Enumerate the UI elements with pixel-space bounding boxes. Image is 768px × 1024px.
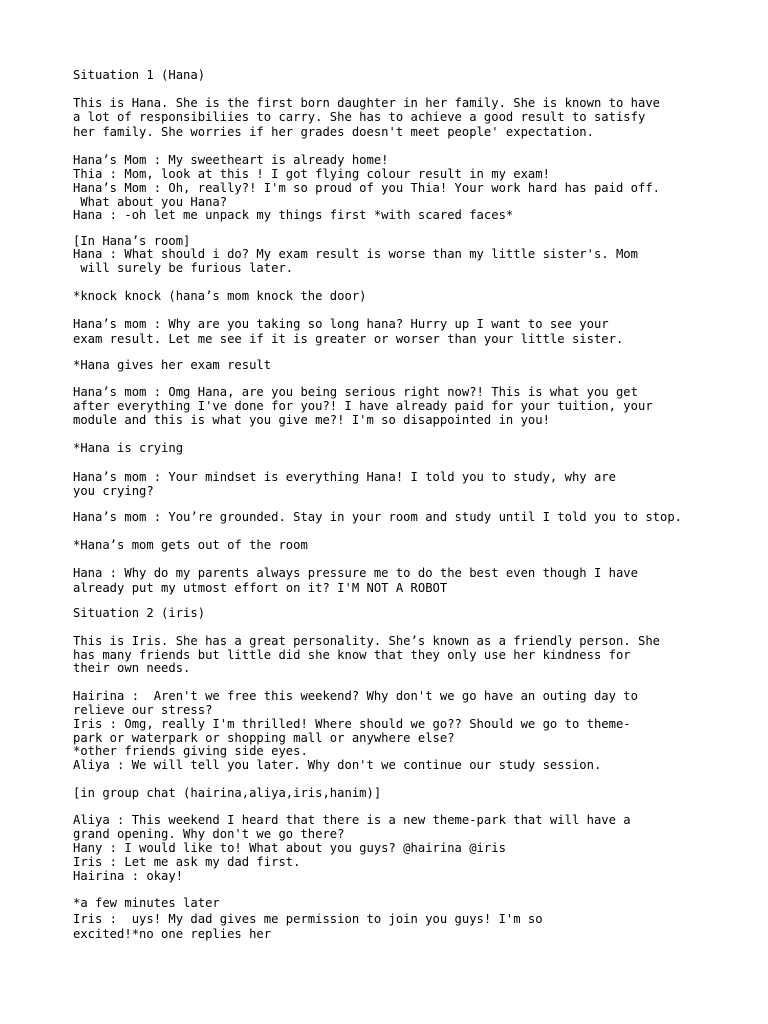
stage-direction: *Hana’s mom gets out of the room [73, 538, 308, 552]
stage-direction: *knock knock (hana’s mom knock the door) [73, 289, 367, 303]
dialogue-line: excited!*no one replies her [73, 927, 272, 941]
scene-label: [in group chat (hairina,aliya,iris,hanim)] [73, 786, 382, 800]
dialogue-line: Hana : What should i do? My exam result is worse than my little sister's. Mom [73, 247, 638, 261]
dialogue-line: Iris : uys! My dad gives me permission to join you guys! I'm so [73, 912, 543, 926]
dialogue-line: Hany : I would like to! What about you guys? @hairina @iris [73, 841, 506, 855]
dialogue-line: park or waterpark or shopping mall or anywhere else? [73, 731, 455, 745]
dialogue-line: already put my utmost effort on it? I'M NOT A ROBOT [73, 581, 448, 595]
dialogue-line: Hana’s Mom : Oh, really?! I'm so proud of you Thia! Your work hard has paid off. [73, 181, 660, 195]
dialogue-line: Hairina : Aren't we free this weekend? Why don't we go have an outing day to [73, 689, 638, 703]
dialogue-line: Hana’s mom : Why are you taking so long hana? Hurry up I want to see your [73, 317, 609, 331]
dialogue-line: Hana’s Mom : My sweetheart is already home! [73, 153, 389, 167]
dialogue-line: Aliya : We will tell you later. Why don't we continue our study session. [73, 758, 602, 772]
dialogue-line: relieve our stress? [73, 703, 213, 717]
paragraph-line: her family. She worries if her grades doesn't meet people' expectation. [73, 125, 594, 139]
dialogue-line: Hairina : okay! [73, 869, 184, 883]
dialogue-line: Aliya : This weekend I heard that there is a new theme-park that will have a [73, 813, 631, 827]
dialogue-line: Hana’s mom : Your mindset is everything Hana! I told you to study, why are [73, 470, 616, 484]
paragraph-line: This is Hana. She is the first born daughter in her family. She is known to have [73, 96, 660, 110]
stage-direction: *Hana is crying [73, 441, 184, 455]
dialogue-line: Iris : Omg, really I'm thrilled! Where should we go?? Should we go to theme- [73, 717, 631, 731]
paragraph-line: a lot of responsibiliies to carry. She has to achieve a good result to satisfy [73, 110, 646, 124]
dialogue-line: exam result. Let me see if it is greater or worser than your little sister. [73, 332, 624, 346]
stage-direction: *Hana gives her exam result [73, 358, 272, 372]
paragraph-line: This is Iris. She has a great personality. She’s known as a friendly person. She [73, 634, 660, 648]
dialogue-line: Thia : Mom, look at this ! I got flying colour result in my exam! [73, 167, 550, 181]
dialogue-line: after everything I've done for you?! I have already paid for your tuition, your [73, 399, 653, 413]
dialogue-line: you crying? [73, 484, 154, 498]
dialogue-line: Hana : Why do my parents always pressure me to do the best even though I have [73, 566, 638, 580]
dialogue-line: will surely be furious later. [73, 261, 294, 275]
dialogue-line: grand opening. Why don't we go there? [73, 827, 345, 841]
section-heading-situation-1: Situation 1 (Hana) [73, 68, 206, 82]
paragraph-line: has many friends but little did she know that they only use her kindness for [73, 648, 631, 662]
stage-direction: *a few minutes later [73, 896, 220, 910]
dialogue-line: module and this is what you give me?! I'm so disappointed in you! [73, 413, 550, 427]
dialogue-line: Hana’s mom : You’re grounded. Stay in your room and study until I told you to stop. [73, 510, 683, 524]
dialogue-line: What about you Hana? [73, 195, 228, 209]
section-heading-situation-2: Situation 2 (iris) [73, 606, 206, 620]
paragraph-line: their own needs. [73, 661, 191, 675]
stage-direction: *other friends giving side eyes. [73, 744, 308, 758]
dialogue-line: Iris : Let me ask my dad first. [73, 855, 301, 869]
dialogue-line: [In Hana’s room] [73, 234, 191, 248]
dialogue-line: Hana’s mom : Omg Hana, are you being serious right now?! This is what you get [73, 385, 638, 399]
dialogue-line: Hana : -oh let me unpack my things first *with scared faces* [73, 208, 514, 222]
